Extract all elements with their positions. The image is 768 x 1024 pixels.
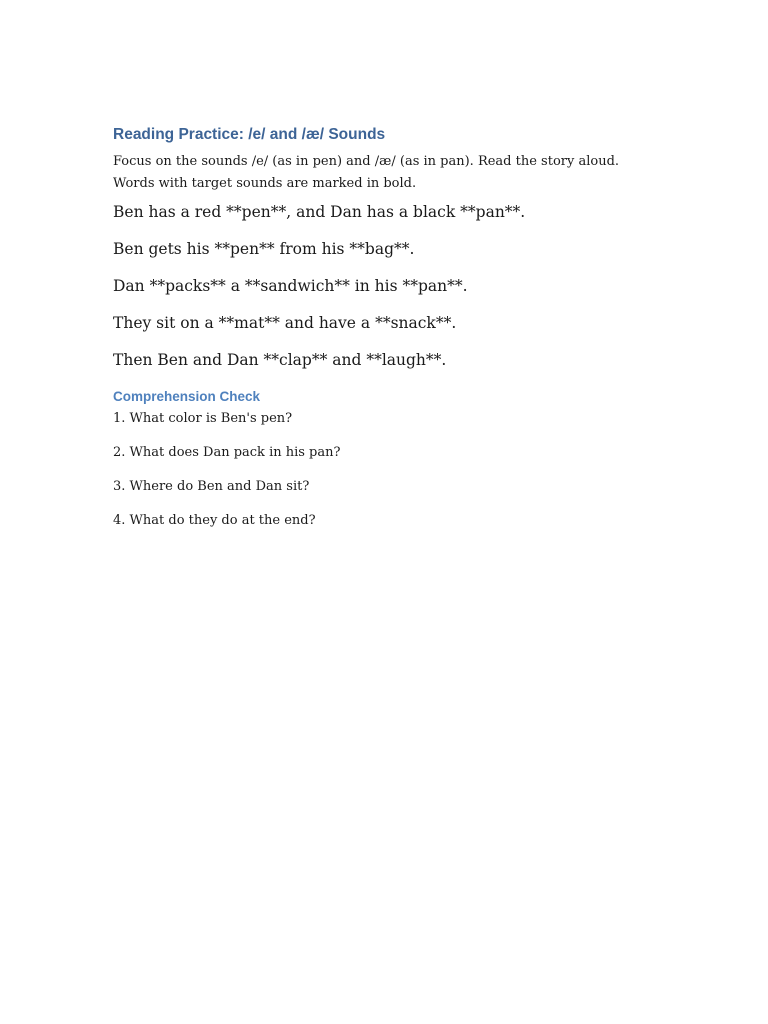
intro-line: Words with target sounds are marked in bold. — [113, 176, 417, 191]
story-line: Ben has a red **pen**, and Dan has a black **pan**. — [113, 203, 526, 221]
story-line: Ben gets his **pen** from his **bag**. — [113, 240, 415, 258]
document-title: Reading Practice: /e/ and /æ/ Sounds — [113, 126, 386, 143]
question-item: 2. What does Dan pack in his pan? — [113, 445, 341, 460]
question-item: 4. What do they do at the end? — [113, 513, 316, 528]
story-line: They sit on a **mat** and have a **snack**. — [113, 314, 457, 332]
document-page — [113, 124, 673, 544]
questions-list — [113, 408, 673, 532]
intro-line: Focus on the sounds /e/ (as in pen) and /æ/ (as in pan). Read the story aloud. — [113, 154, 620, 169]
comprehension-heading: Comprehension Check — [113, 389, 261, 404]
story-line: Dan **packs** a **sandwich** in his **pan**. — [113, 277, 468, 295]
question-item: 1. What color is Ben's pen? — [113, 411, 293, 426]
intro-paragraph — [113, 151, 673, 195]
story-line: Then Ben and Dan **clap** and **laugh**. — [113, 351, 447, 369]
question-item: 3. Where do Ben and Dan sit? — [113, 479, 310, 494]
story-section — [113, 201, 673, 371]
